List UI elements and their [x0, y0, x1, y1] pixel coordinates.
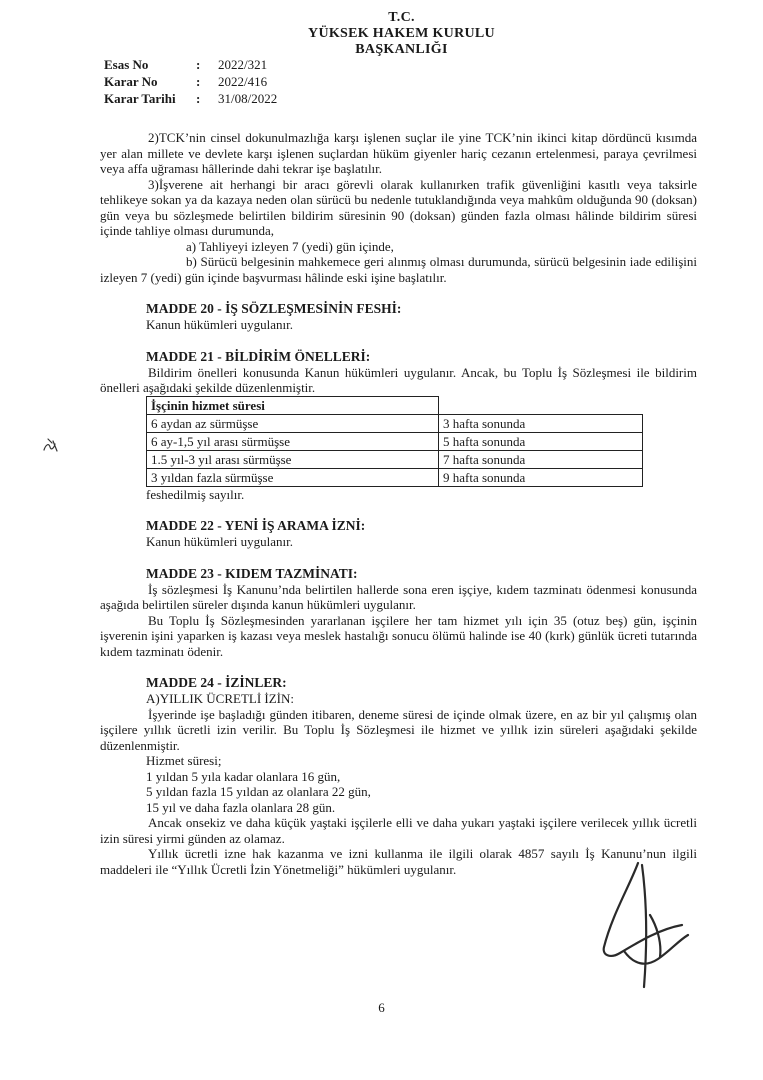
- article-23-paragraph-1: İş sözleşmesi İş Kanunu’nda belirtilen hallerde sona eren işçiye, kıdem tazminatı ödenmesi konusunda aşağıda belirtilen süreler dışında kanun hükümleri uygulanır.: [100, 581, 697, 612]
- meta-key: Karar Tarihi: [104, 91, 176, 106]
- table-row: [147, 432, 643, 450]
- list-item: 1 yıldan 5 yıla kadar olanlara 16 gün,: [146, 768, 341, 784]
- article-23-paragraph-2: Bu Toplu İş Sözleşmesinden yararlanan işçilere her tam hizmet yılı için 35 (otuz beş) gün, işçinin işverenin işini yaparken iş kazası veya meslek hastalığı sonucu ölümü halinde ise 40 (kırk) günlük ücreti tutarında kıdem tazminatı ödenir.: [100, 612, 697, 659]
- article-24-paragraph-1: İşyerinde işe başladığı günden itibaren, deneme süresi de içinde olmak üzere, en az bir yıl çalışmış olan işçilere yıllık ücretli izin verilir. Bu Toplu İş Sözleşmesi ile hizmet ve yıllık izin süreleri aşağıdaki şekilde düzenlenmiştir.: [100, 706, 697, 753]
- margin-initials-mark: [40, 435, 62, 457]
- article-24-paragraph-3: Yıllık ücretli izne hak kazanma ve izni kullanma ile ilgili olarak 4857 sayılı İş Kanunu’nun ilgili maddeleri ile “Yıllık Ücretli İzin Yönetmeliği” hükümleri uygulanır.: [100, 846, 697, 877]
- meta-colon: :: [196, 57, 201, 72]
- meta-value: 31/08/2022: [218, 91, 278, 106]
- notice-period-table: [146, 396, 643, 487]
- meta-row-esas: [104, 56, 277, 73]
- page-number: 6: [378, 1000, 385, 1015]
- article-21-text: Bildirim önelleri konusunda Kanun hükümleri uygulanır. Ancak, bu Toplu İş Sözleşmesi ile bildirim önelleri aşağıdaki şekilde düzenlenmiştir.: [100, 364, 697, 395]
- paragraph-3b: b) Sürücü belgesinin mahkemece geri alınmış olması durumunda, sürücü belgesinin iade edilişini izleyen 7 (yedi) gün içinde başvurması hâlinde eski işine başlatılır.: [100, 254, 697, 285]
- notice-cell: 5 hafta sonunda: [439, 432, 643, 450]
- list-item: 15 yıl ve daha fazla olanlara 28 gün.: [146, 799, 336, 815]
- list-item: 5 yıldan fazla 15 yıldan az olanlara 22 gün,: [146, 784, 371, 799]
- article-22-title: MADDE 22 - YENİ İŞ ARAMA İZNİ:: [146, 518, 366, 533]
- article-24-title: MADDE 24 - İZİNLER:: [146, 675, 287, 690]
- meta-colon: :: [196, 74, 201, 89]
- document-body: [100, 130, 697, 877]
- table-row: [147, 450, 643, 468]
- notice-cell: 3 hafta sonunda: [439, 414, 643, 432]
- meta-value: 2022/321: [218, 57, 268, 72]
- period-cell: 6 ay-1,5 yıl arası sürmüşse: [147, 432, 439, 450]
- service-list-title: Hizmet süresi;: [146, 753, 222, 768]
- meta-row-tarih: [104, 90, 277, 107]
- table-header-cell: İşçinin hizmet süresi: [147, 396, 439, 414]
- meta-key: Esas No: [104, 57, 149, 72]
- notice-cell: 7 hafta sonunda: [439, 450, 643, 468]
- period-cell: 6 aydan az sürmüşse: [147, 414, 439, 432]
- table-header-row: [147, 396, 643, 414]
- table-row: [147, 414, 643, 432]
- article-20-text: Kanun hükümleri uygulanır.: [146, 317, 293, 332]
- article-21-title: MADDE 21 - BİLDİRİM ÖNELLERİ:: [146, 348, 371, 364]
- table-row: [147, 468, 643, 486]
- meta-colon: :: [196, 91, 201, 106]
- paragraph-2: 2)TCK’nin cinsel dokunulmazlığa karşı işlenen suçlar ile yine TCK’nin ikinci kitap dördüncü kısımda yer alan millete ve devlete karşı işlenen suçlardan hüküm giyenler hariç cezanın ertelenmesi, paraya çevrilmesi veya affa uğraması hâllerinde dahi tekrar işe başlatılır.: [100, 130, 697, 176]
- header-line-office: BAŞKANLIĞI: [355, 42, 448, 57]
- paragraph-3: 3)İşverene ait herhangi bir aracı görevli olarak kullanırken trafik güvenliğini kasıtlı veya taksirle tehlikeye sokan ya da kazaya neden olan sürücü bu nedenle tutuklandığında veya mahkûm olduğunda 90 (doksan) gün veya bu sözleşmede belirtilen bildirim süresinin 90 (doksan) günden fazla olması hâlinde bildirim süresi içinde tahliye olması durumunda,: [100, 176, 697, 238]
- document-header: [0, 10, 763, 58]
- header-line-tc: T.C.: [388, 10, 415, 25]
- article-22-text: Kanun hükümleri uygulanır.: [146, 534, 293, 549]
- meta-row-karar: [104, 73, 277, 90]
- meta-value: 2022/416: [218, 74, 268, 89]
- meta-key: Karar No: [104, 74, 158, 89]
- article-20-title: MADDE 20 - İŞ SÖZLEŞMESİNİN FESHİ:: [146, 301, 402, 316]
- handwritten-signature: [590, 855, 700, 1000]
- header-line-institution: YÜKSEK HAKEM KURULU: [308, 26, 495, 41]
- period-cell: 3 yıldan fazla sürmüşse: [147, 468, 439, 486]
- table-header-empty: [439, 396, 643, 414]
- article-24-paragraph-2: Ancak onsekiz ve daha küçük yaştaki işçilerle elli ve daha yukarı yaştaki işçilere verilecek yıllık ücretli izin süresi yirmi günden az olamaz.: [100, 815, 697, 846]
- period-cell: 1.5 yıl-3 yıl arası sürmüşse: [147, 450, 439, 468]
- article-23-title: MADDE 23 - KIDEM TAZMİNATI:: [146, 565, 358, 581]
- case-metadata: [104, 56, 277, 107]
- article-24-subtitle: A)YILLIK ÜCRETLİ İZİN:: [146, 691, 295, 706]
- notice-cell: 9 hafta sonunda: [439, 468, 643, 486]
- article-21-after: feshedilmiş sayılır.: [146, 486, 245, 502]
- service-list: [100, 753, 697, 815]
- paragraph-3a: a) Tahliyeyi izleyen 7 (yedi) gün içinde,: [186, 238, 394, 254]
